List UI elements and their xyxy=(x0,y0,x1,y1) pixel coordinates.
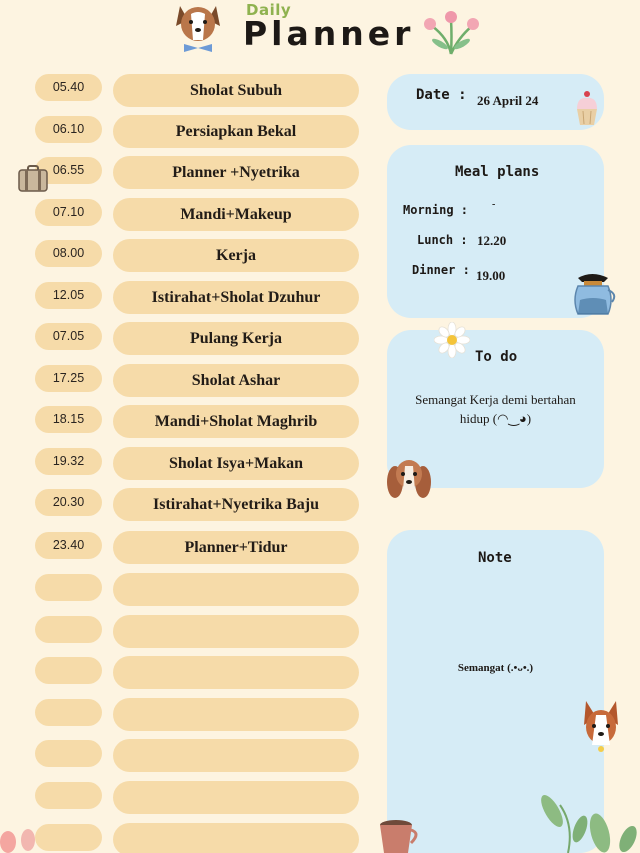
date-label: Date : xyxy=(416,87,467,103)
date-value[interactable]: 26 April 24 xyxy=(477,93,539,108)
task-slot[interactable]: Planner +Nyetrika xyxy=(113,156,359,189)
lunch-label: Lunch : xyxy=(417,233,468,247)
task-slot[interactable]: Sholat Ashar xyxy=(113,364,359,397)
time-slot[interactable]: 06.55 xyxy=(35,157,102,184)
page-title: Planner xyxy=(243,14,415,53)
time-slot[interactable] xyxy=(35,699,102,726)
time-slot[interactable]: 17.25 xyxy=(35,365,102,392)
date-card xyxy=(387,74,604,130)
time-slot[interactable] xyxy=(35,740,102,767)
task-slot[interactable]: Mandi+Makeup xyxy=(113,198,359,231)
time-slot[interactable] xyxy=(35,657,102,684)
task-slot[interactable]: Planner+Tidur xyxy=(113,531,359,564)
dog-head-icon xyxy=(174,0,222,54)
time-slot[interactable]: 07.05 xyxy=(35,323,102,350)
coffee-pot-icon xyxy=(568,270,620,318)
task-slot[interactable]: Istirahat+Sholat Dzuhur xyxy=(113,281,359,314)
task-slot[interactable]: Sholat Isya+Makan xyxy=(113,447,359,480)
morning-label: Morning : xyxy=(403,203,469,217)
time-slot[interactable]: 18.15 xyxy=(35,406,102,433)
todo-text-line1[interactable]: Semangat Kerja demi bertahan xyxy=(415,392,576,407)
time-slot[interactable]: 08.00 xyxy=(35,240,102,267)
todo-text-line2[interactable]: hidup (◠‿◕) xyxy=(459,411,532,426)
task-slot[interactable] xyxy=(113,573,359,606)
task-slot[interactable]: Istirahat+Nyetrika Baju xyxy=(113,488,359,521)
lunch-value[interactable]: 12.20 xyxy=(477,233,507,248)
task-slot[interactable] xyxy=(113,615,359,648)
time-slot[interactable] xyxy=(35,824,102,851)
coffee-cup-icon xyxy=(377,817,421,853)
task-slot[interactable] xyxy=(113,823,359,853)
todo-title: To do xyxy=(475,349,518,365)
task-slot[interactable] xyxy=(113,656,359,689)
leaves-icon xyxy=(538,795,640,853)
morning-value[interactable]: - xyxy=(492,199,496,210)
suitcase-icon xyxy=(17,165,49,193)
task-slot[interactable] xyxy=(113,698,359,731)
daisy-icon xyxy=(434,322,470,358)
task-slot[interactable]: Pulang Kerja xyxy=(113,322,359,355)
time-slot[interactable]: 12.05 xyxy=(35,282,102,309)
time-slot[interactable]: 07.10 xyxy=(35,199,102,226)
cupcake-icon xyxy=(574,89,600,127)
time-slot[interactable]: 23.40 xyxy=(35,532,102,559)
note-title: Note xyxy=(478,550,512,566)
time-slot[interactable] xyxy=(35,574,102,601)
time-slot[interactable]: 05.40 xyxy=(35,74,102,101)
time-slot[interactable] xyxy=(35,782,102,809)
time-slot[interactable]: 19.32 xyxy=(35,448,102,475)
time-slot[interactable] xyxy=(35,616,102,643)
task-slot[interactable]: Sholat Subuh xyxy=(113,74,359,107)
task-slot[interactable]: Mandi+Sholat Maghrib xyxy=(113,405,359,438)
header-small-title: Daily xyxy=(246,1,292,19)
meal-plans-title: Meal plans xyxy=(455,164,540,180)
dinner-label: Dinner : xyxy=(412,263,470,277)
spaniel-dog-icon xyxy=(386,456,432,506)
dinner-value[interactable]: 19.00 xyxy=(476,268,506,283)
note-text[interactable]: Semangat (.•ᴗ•.) xyxy=(457,662,534,674)
time-slot[interactable]: 06.10 xyxy=(35,116,102,143)
corgi-dog-icon xyxy=(580,697,622,755)
time-slot[interactable]: 20.30 xyxy=(35,489,102,516)
task-slot[interactable]: Kerja xyxy=(113,239,359,272)
task-slot[interactable] xyxy=(113,781,359,814)
tulips-icon xyxy=(418,8,484,56)
task-slot[interactable]: Persiapkan Bekal xyxy=(113,115,359,148)
task-slot[interactable] xyxy=(113,739,359,772)
pink-flower-icon xyxy=(0,826,40,853)
